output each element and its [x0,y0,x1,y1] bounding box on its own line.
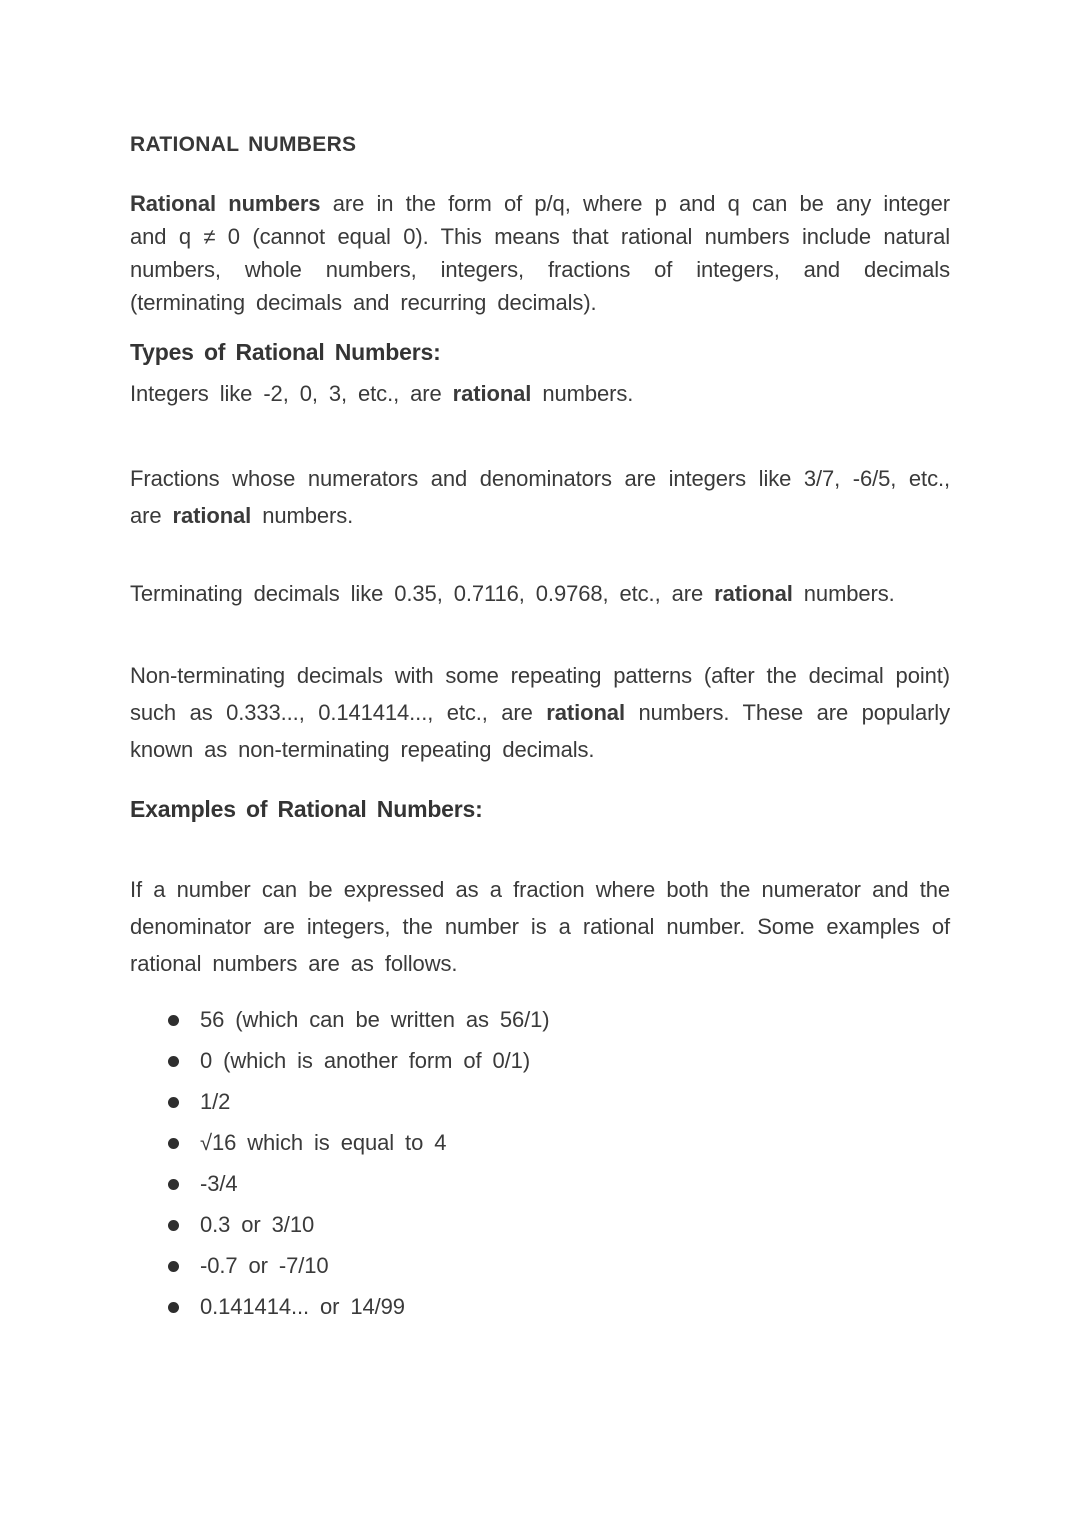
list-item [130,1122,950,1163]
bold-text-run: rational [452,381,532,406]
text-run: Terminating decimals like 0.35, 0.7116, 0.9768, etc., are [130,581,715,606]
bullet-dot-icon [168,1097,179,1108]
text-run: If a number can be expressed as a fraction where both the numerator and the denominator are integers, the number is a rational number. Some examples of rational numbers are as follows. [130,877,950,976]
examples-list [130,999,950,1327]
bullet-dot-icon [168,1138,179,1149]
bold-text-run: rational [172,503,252,528]
list-item-text: 0 (which is another form of 0/1) [200,1048,531,1073]
list-item [130,1204,950,1245]
text-run: numbers. [792,581,895,606]
paragraph-examples-intro [130,871,950,982]
list-item-text: 56 (which can be written as 56/1) [200,1007,550,1032]
list-item-text: -3/4 [200,1171,238,1196]
list-item-text: 1/2 [200,1089,231,1114]
bold-text-run: rational [546,700,625,725]
paragraph-nonterminating-decimals [130,657,950,768]
list-item [130,1245,950,1286]
section-heading-examples: Examples of Rational Numbers: [130,796,483,822]
bullet-dot-icon [168,1302,179,1313]
bullet-dot-icon [168,1056,179,1067]
bullet-dot-icon [168,1015,179,1026]
list-item [130,1163,950,1204]
list-item [130,999,950,1040]
list-item [130,1286,950,1327]
page-title: RATIONAL NUMBERS [130,133,357,156]
bold-text-run: rational [714,581,793,606]
section-heading-types: Types of Rational Numbers: [130,339,441,365]
text-run: are in the form of p/q, where p and q can be any integer and q ≠ 0 (cannot equal 0). This means that rational numbers include natural numbers, whole numbers, integers, fractions of integers, and decimals (terminating decimals and recurring decimals). [130,191,950,315]
bold-text-run: Rational numbers [130,191,321,216]
paragraph-terminating-decimals [130,575,950,612]
list-item-text: √16 which is equal to 4 [200,1130,447,1155]
text-run: numbers. [531,381,634,406]
bullet-dot-icon [168,1261,179,1272]
text-run: Integers like -2, 0, 3, etc., are [130,381,453,406]
paragraph-fractions [130,460,950,534]
text-run: numbers. [251,503,354,528]
list-item [130,1081,950,1122]
bullet-dot-icon [168,1220,179,1231]
list-item-text: -0.7 or -7/10 [200,1253,329,1278]
text-run: numbers. These are popularly known as non-terminating repeating decimals. [130,700,950,762]
paragraph-integers [130,377,950,410]
bullet-dot-icon [168,1179,179,1190]
list-item-text: 0.141414... or 14/99 [200,1294,405,1319]
text-run: Fractions whose numerators and denominators are integers like 3/7, -6/5, etc., are [130,466,950,528]
text-run: Non-terminating decimals with some repeating patterns (after the decimal point) such as 0.333..., 0.141414..., etc., are [130,663,950,725]
intro-paragraph [130,187,950,319]
list-item [130,1040,950,1081]
list-item-text: 0.3 or 3/10 [200,1212,315,1237]
